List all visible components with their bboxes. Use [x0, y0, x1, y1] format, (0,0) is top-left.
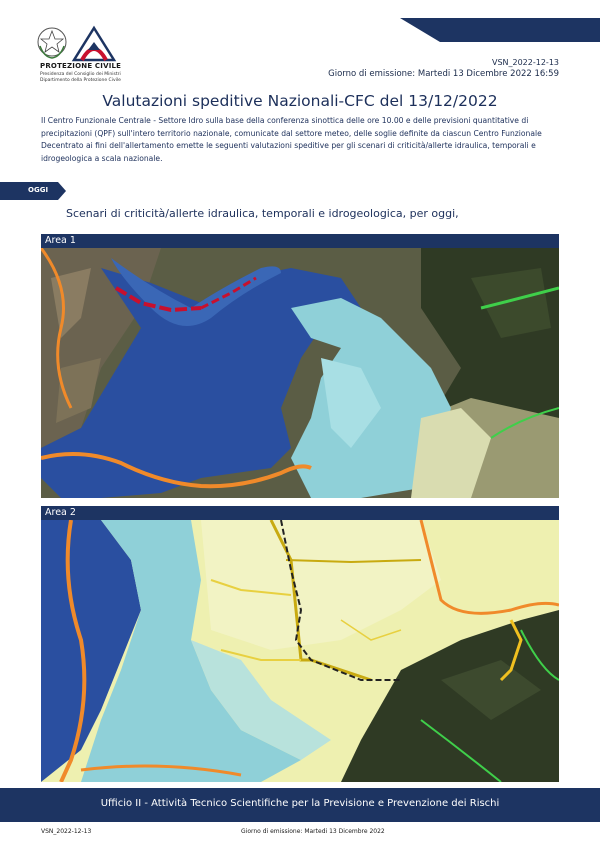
area-1-label: Area 1 [45, 235, 76, 246]
org-subtitle [40, 72, 150, 83]
org-subtitle-line-2: Dipartimento della Protezione Civile [40, 77, 121, 83]
footer-issue-date: Giorno di emissione: Martedi 13 Dicembre 2022 [241, 828, 385, 835]
tab-oggi[interactable]: OGGI [28, 186, 49, 194]
area-2-label: Area 2 [45, 507, 76, 518]
intro-paragraph: Il Centro Funzionale Centrale - Settore Idro sulla base della conferenza sinottica delle ore 10.00 e delle previsioni quantitative di precipitazioni (QPF) sull'intero territorio nazionale, comunicate dal settore meteo, delle soglie definite da ciascun Centro Funzionale Decentrato ai fini dell'allertamento emette le seguenti valutazioni speditive per gli scenari di criticità/allerte idraulica, temporali e idrogeologica a scala nazionale. [41, 116, 542, 163]
emblem-icon [36, 24, 146, 64]
area-2-map[interactable] [41, 520, 559, 782]
area-2-header [41, 506, 559, 520]
org-subtitle-line-1: Presidenza del Consiglio dei Ministri [40, 72, 121, 77]
area-1-map[interactable] [41, 248, 559, 498]
document-id: VSN_2022-12-13 [491, 58, 559, 67]
footer-document-id: VSN_2022-12-13 [41, 828, 92, 835]
section-title: Scenari di criticità/allerte idraulica, temporali e idrogeologica, per oggi, [66, 207, 459, 220]
area-1-header [41, 234, 559, 248]
page-title: Valutazioni speditive Nazionali-CFC del 13/12/2022 [102, 92, 498, 110]
org-name: PROTEZIONE CIVILE [40, 62, 122, 70]
footer-office: Ufficio II - Attività Tecnico Scientifiche per la Previsione e Prevenzione dei Rischi [100, 798, 500, 809]
issue-date: Giorno di emissione: Martedi 13 Dicembre 2022 16:59 [328, 69, 559, 79]
